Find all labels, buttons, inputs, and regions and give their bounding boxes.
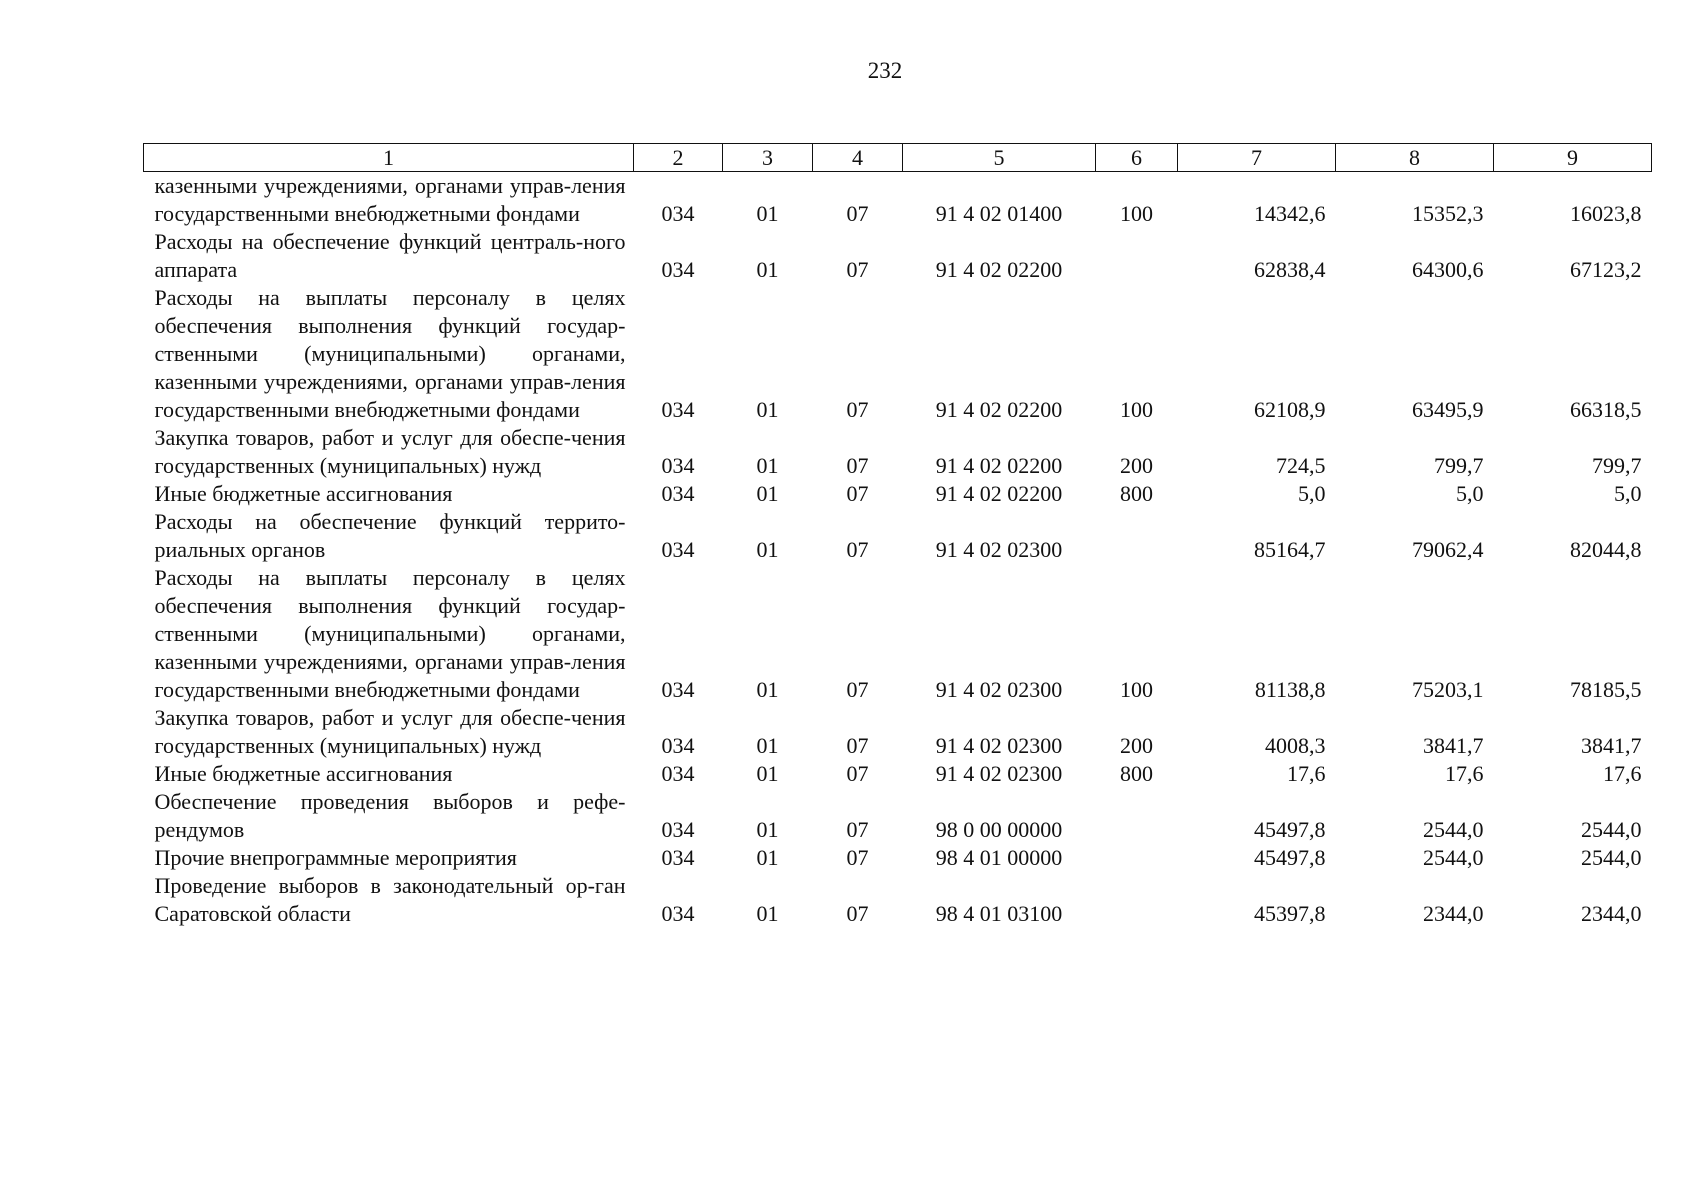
row-amount-col8: 64300,6	[1412, 257, 1484, 282]
row-description: Расходы на обеспечение функций террито-риальных органов	[154, 509, 626, 562]
row-description: Расходы на обеспечение функций централь-ного аппарата	[154, 229, 626, 282]
row-ministry-code: 034	[661, 201, 695, 226]
row-expense-type-code	[1096, 872, 1178, 928]
row-amount-col7: 45497,8	[1254, 817, 1326, 842]
row-amount-col9: 66318,5	[1570, 397, 1642, 422]
row-amount-col9: 78185,5	[1570, 677, 1642, 702]
row-expense-type-code	[1096, 228, 1178, 284]
column-header-6: 6	[1096, 144, 1178, 172]
row-ministry-code: 034	[661, 481, 695, 506]
column-header-2: 2	[634, 144, 723, 172]
table-row	[144, 788, 1652, 844]
table-row	[144, 844, 1652, 872]
row-subsection-code: 07	[846, 733, 869, 758]
table-row	[144, 508, 1652, 564]
row-amount-col7: 62838,4	[1254, 257, 1326, 282]
row-amount-col8: 799,7	[1434, 453, 1484, 478]
row-subsection-code: 07	[846, 845, 869, 870]
row-subsection-code: 07	[846, 537, 869, 562]
row-section-code: 01	[756, 537, 779, 562]
column-header-4: 4	[813, 144, 903, 172]
table-row	[144, 564, 1652, 704]
row-amount-col7: 85164,7	[1254, 537, 1326, 562]
table-row	[144, 228, 1652, 284]
row-subsection-code: 07	[846, 901, 869, 926]
row-amount-col8: 5,0	[1456, 481, 1484, 506]
row-target-code: 91 4 02 02300	[935, 733, 1063, 758]
row-description: Проведение выборов в законодательный ор-ган Саратовской области	[154, 873, 626, 926]
row-target-code: 98 0 00 00000	[935, 817, 1063, 842]
row-expense-type-code: 100	[1120, 201, 1153, 226]
row-description: Прочие внепрограммные мероприятия	[154, 845, 517, 870]
budget-table	[143, 143, 1652, 928]
row-amount-col7: 45397,8	[1254, 901, 1326, 926]
row-subsection-code: 07	[846, 201, 869, 226]
row-expense-type-code: 100	[1120, 677, 1153, 702]
row-amount-col9: 2544,0	[1581, 817, 1642, 842]
row-ministry-code: 034	[661, 537, 695, 562]
row-ministry-code: 034	[661, 453, 695, 478]
table-row	[144, 872, 1652, 928]
row-target-code: 91 4 02 02200	[935, 257, 1063, 282]
row-amount-col9: 2344,0	[1581, 901, 1642, 926]
row-amount-col8: 15352,3	[1412, 201, 1484, 226]
row-section-code: 01	[756, 761, 779, 786]
column-header-8: 8	[1336, 144, 1494, 172]
row-amount-col9: 16023,8	[1570, 201, 1642, 226]
row-ministry-code: 034	[661, 901, 695, 926]
row-description: Расходы на выплаты персоналу в целях обеспечения выполнения функций государ-ственными (муниципальными) органами, казенными учреждениями, органами управ-ления государственными внебюджетными фондами	[154, 565, 626, 702]
row-expense-type-code: 200	[1120, 453, 1153, 478]
row-amount-col9: 82044,8	[1570, 537, 1642, 562]
table-row	[144, 760, 1652, 788]
row-description: Иные бюджетные ассигнования	[154, 481, 453, 506]
row-amount-col8: 75203,1	[1412, 677, 1484, 702]
row-subsection-code: 07	[846, 257, 869, 282]
row-section-code: 01	[756, 733, 779, 758]
table-row	[144, 704, 1652, 760]
row-ministry-code: 034	[661, 761, 695, 786]
row-expense-type-code: 200	[1120, 733, 1153, 758]
row-target-code: 98 4 01 00000	[935, 845, 1063, 870]
row-section-code: 01	[756, 257, 779, 282]
row-target-code: 91 4 02 02200	[935, 397, 1063, 422]
row-target-code: 91 4 02 02300	[935, 537, 1063, 562]
row-subsection-code: 07	[846, 761, 869, 786]
row-section-code: 01	[756, 481, 779, 506]
row-amount-col9: 17,6	[1603, 761, 1642, 786]
row-amount-col9: 2544,0	[1581, 845, 1642, 870]
row-description: Расходы на выплаты персоналу в целях обеспечения выполнения функций государ-ственными (муниципальными) органами, казенными учреждениями, органами управ-ления государственными внебюджетными фондами	[154, 285, 626, 422]
row-section-code: 01	[756, 453, 779, 478]
row-expense-type-code	[1096, 788, 1178, 844]
row-subsection-code: 07	[846, 817, 869, 842]
row-section-code: 01	[756, 397, 779, 422]
row-description: Обеспечение проведения выборов и рефе-рендумов	[154, 789, 626, 842]
row-target-code: 91 4 02 02300	[935, 761, 1063, 786]
row-amount-col8: 63495,9	[1412, 397, 1484, 422]
row-description: казенными учреждениями, органами управ-ления государственными внебюджетными фондами	[154, 173, 626, 226]
row-amount-col7: 14342,6	[1254, 201, 1326, 226]
row-ministry-code: 034	[661, 817, 695, 842]
row-expense-type-code	[1096, 508, 1178, 564]
row-amount-col7: 81138,8	[1254, 677, 1326, 702]
row-amount-col7: 724,5	[1276, 453, 1326, 478]
column-header-7: 7	[1178, 144, 1336, 172]
column-header-9: 9	[1494, 144, 1652, 172]
row-target-code: 91 4 02 02300	[935, 677, 1063, 702]
header-row	[144, 144, 1652, 172]
table-header	[144, 144, 1652, 172]
row-expense-type-code: 800	[1120, 481, 1153, 506]
row-ministry-code: 034	[661, 845, 695, 870]
row-section-code: 01	[756, 817, 779, 842]
row-amount-col8: 2544,0	[1423, 845, 1484, 870]
column-header-1: 1	[144, 144, 634, 172]
row-target-code: 91 4 02 02200	[935, 481, 1063, 506]
row-ministry-code: 034	[661, 257, 695, 282]
row-subsection-code: 07	[846, 453, 869, 478]
table-row	[144, 172, 1652, 229]
page-number: 232	[867, 58, 903, 83]
row-description: Закупка товаров, работ и услуг для обеспе-чения государственных (муниципальных) нужд	[154, 425, 626, 478]
row-target-code: 98 4 01 03100	[935, 901, 1063, 926]
table-row	[144, 424, 1652, 480]
column-header-5: 5	[903, 144, 1096, 172]
column-header-3: 3	[723, 144, 813, 172]
row-amount-col8: 2544,0	[1423, 817, 1484, 842]
row-amount-col7: 5,0	[1298, 481, 1326, 506]
row-description: Иные бюджетные ассигнования	[154, 761, 453, 786]
row-target-code: 91 4 02 01400	[935, 201, 1063, 226]
row-ministry-code: 034	[661, 677, 695, 702]
row-subsection-code: 07	[846, 397, 869, 422]
row-amount-col8: 79062,4	[1412, 537, 1484, 562]
row-amount-col9: 5,0	[1614, 481, 1642, 506]
row-amount-col9: 67123,2	[1570, 257, 1642, 282]
row-section-code: 01	[756, 901, 779, 926]
row-section-code: 01	[756, 677, 779, 702]
row-target-code: 91 4 02 02200	[935, 453, 1063, 478]
row-amount-col9: 799,7	[1592, 453, 1642, 478]
row-amount-col7: 45497,8	[1254, 845, 1326, 870]
row-amount-col7: 4008,3	[1265, 733, 1326, 758]
table-body	[144, 172, 1652, 929]
table-row	[144, 480, 1652, 508]
row-subsection-code: 07	[846, 677, 869, 702]
row-expense-type-code: 800	[1120, 761, 1153, 786]
row-section-code: 01	[756, 845, 779, 870]
row-ministry-code: 034	[661, 733, 695, 758]
row-expense-type-code: 100	[1120, 397, 1153, 422]
row-amount-col8: 2344,0	[1423, 901, 1484, 926]
row-description: Закупка товаров, работ и услуг для обеспе-чения государственных (муниципальных) нужд	[154, 705, 626, 758]
row-amount-col7: 62108,9	[1254, 397, 1326, 422]
row-expense-type-code	[1096, 844, 1178, 872]
row-amount-col8: 3841,7	[1423, 733, 1484, 758]
row-amount-col7: 17,6	[1287, 761, 1326, 786]
row-section-code: 01	[756, 201, 779, 226]
table-row	[144, 284, 1652, 424]
row-subsection-code: 07	[846, 481, 869, 506]
row-amount-col8: 17,6	[1445, 761, 1484, 786]
row-amount-col9: 3841,7	[1581, 733, 1642, 758]
row-ministry-code: 034	[661, 397, 695, 422]
